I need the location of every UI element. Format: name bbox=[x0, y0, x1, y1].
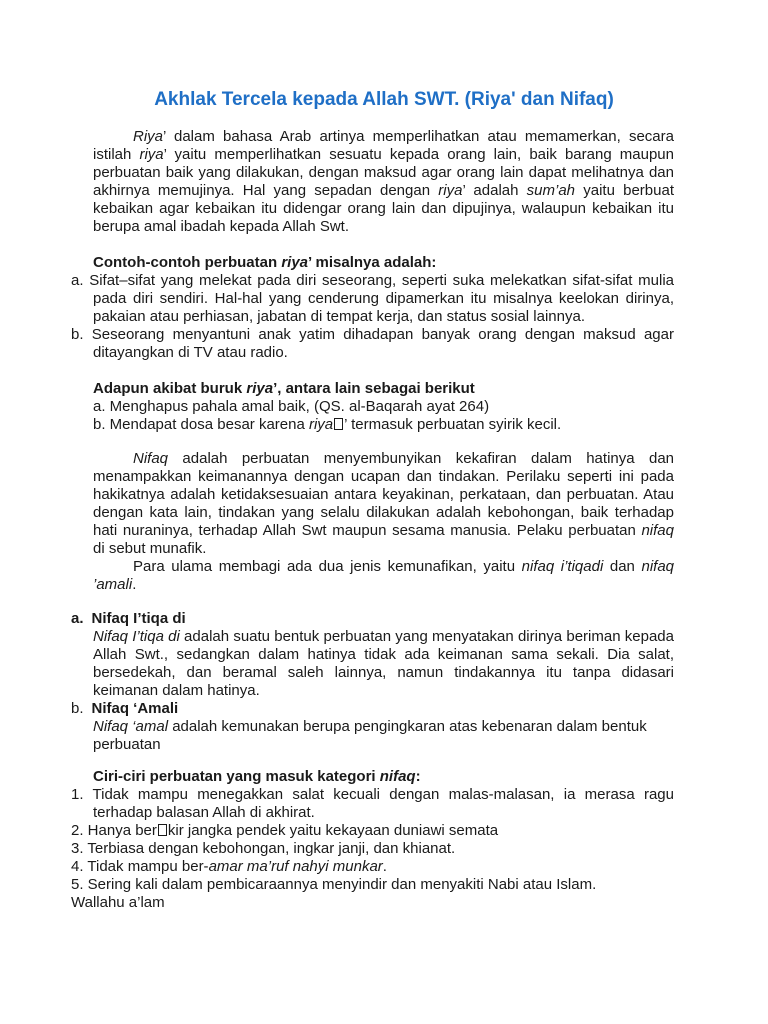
nifaq-types-text-a: Para ulama membagi ada dua jenis kemunafikan, yaitu bbox=[133, 558, 522, 575]
ciri-item-5: 5. Sering kali dalam pembicaraannya menyindir dan menyakiti Nabi atau Islam. bbox=[71, 876, 597, 893]
term-nifaq-amali: nifaq ’amali bbox=[93, 558, 675, 593]
ciri-heading-term: nifaq bbox=[379, 768, 416, 785]
contoh-item-b: b. Seseorang menyantuni anak yatim dihadapan banyak orang dengan maksud agar ditayangkan di TV atau radio. bbox=[71, 326, 674, 361]
ciri-item-1: 1. Tidak mampu menegakkan salat kecuali dengan malas-malasan, ia merasa ragu terhadap balasan Allah di akhirat. bbox=[71, 786, 674, 821]
akibat-item-b-text-2: ’ termasuk perbuatan syirik kecil. bbox=[344, 416, 562, 433]
nifaq-b-heading bbox=[71, 700, 674, 718]
nifaq-a-text: adalah suatu bentuk perbuatan yang menyatakan dirinya beriman kepada Allah Swt., sedangkan dalam hatinya tidak ada keimanan sama sekali. Dia salat, bersedekah, dan beramal saleh lainnya, namun tindakannya itu tanpa didasari keimanan dalam hatinya. bbox=[93, 628, 674, 699]
term-sumah: sum’ah bbox=[526, 182, 576, 199]
nifaq-b-paragraph bbox=[93, 718, 674, 754]
term-riya: riya bbox=[308, 416, 334, 433]
intro-text-4: yaitu berbuat kebaikan agar kebaikan itu didengar orang lain dan dipujinya, walaupun kebaikan itu berupa amal ibadah kepada Allah Swt. bbox=[93, 182, 674, 235]
ciri-item-4 bbox=[71, 858, 674, 876]
nifaq-types-text-c: . bbox=[132, 576, 137, 593]
ciri-item-2 bbox=[71, 822, 674, 840]
akibat-heading bbox=[93, 380, 674, 398]
contoh-heading bbox=[93, 254, 674, 272]
nifaq-b-text: adalah kemunakan berupa pengingkaran atas kebenaran dalam bentuk perbuatan bbox=[93, 718, 647, 753]
ciri-item-4-text-a: 4. Tidak mampu ber- bbox=[71, 858, 209, 875]
nifaq-a-label: a. bbox=[71, 610, 84, 627]
term-nifaq-itiqadi: Nifaq I’tiqa di bbox=[93, 628, 180, 645]
nifaq-text-2: di sebut munafik. bbox=[93, 540, 207, 557]
nifaq-b-title: Nifaq ‘Amali bbox=[91, 700, 179, 717]
term-nifaq-itiqadi: nifaq i’tiqadi bbox=[521, 558, 604, 575]
ciri-heading-text-b: : bbox=[415, 768, 421, 785]
ciri-item-2-text-b: kir jangka pendek yaitu kekayaan duniawi semata bbox=[167, 822, 499, 839]
intro-text-2: ’ yaitu memperlihatkan sesuatu kepada orang lain, baik barang maupun perbuatan baik yang dilakukan, dengan maksud agar orang lain dapat melihatnya dan akhirnya memujinya. Hal yang sepadan dengan bbox=[93, 146, 674, 199]
term-riya: riya bbox=[438, 182, 463, 199]
page-title: Akhlak Tercela kepada Allah SWT. (Riya' dan Nifaq) bbox=[154, 89, 614, 110]
ciri-item-2-text-a: 2. Hanya ber bbox=[71, 822, 157, 839]
term-nifaq: Nifaq bbox=[133, 450, 169, 467]
term-nifaq-amal: Nifaq ‘amal bbox=[93, 718, 169, 735]
akibat-heading-text-a: Adapun akibat buruk bbox=[93, 380, 247, 397]
akibat-item-a: a. Menghapus pahala amal baik, (QS. al-Baqarah ayat 264) bbox=[93, 398, 490, 415]
riya-definition-paragraph bbox=[93, 128, 674, 236]
nifaq-text-1: adalah perbuatan menyembunyikan kekafiran dalam hatinya dan menampakkan keimanannya dengan ucapan dan tindakan. Perilaku seperti ini pada hakikatnya adalah ketidaksesuaian antara keyakinan, perkataan, dan perbuatan. Atau dengan kata lain, tindakan yang selalu dilakukan adalah kebohongan, baik terhadap hati nuraninya, terhadap Allah Swt maupun sesama manusia. Pelaku perbuatan bbox=[93, 450, 674, 539]
term-riya: Riya bbox=[133, 128, 164, 145]
contoh-item-a: a. Sifat–sifat yang melekat pada diri seseorang, seperti suka melekatkan sifat-sifat mulia pada diri sendiri. Hal-hal yang cenderung dipamerkan itu misalnya keelokan dirinya, pakaian atau perhiasan, jabatan di tempat kerja, dan status sosial lainnya. bbox=[71, 272, 674, 325]
nifaq-a-paragraph bbox=[93, 628, 674, 700]
term-riya: riya bbox=[139, 146, 164, 163]
contoh-heading-text-a: Contoh-contoh perbuatan bbox=[93, 254, 282, 271]
akibat-item-b bbox=[93, 416, 674, 434]
contoh-heading-text-b: ’ misalnya adalah: bbox=[308, 254, 437, 271]
akibat-heading-term: riya bbox=[246, 380, 274, 397]
term-nifaq: nifaq bbox=[641, 522, 674, 539]
intro-text-1: ’ dalam bahasa Arab artinya memperlihatkan atau memamerkan, secara istilah bbox=[93, 128, 674, 163]
nifaq-a-title: Nifaq I’tiqa di bbox=[91, 610, 186, 627]
nifaq-definition-paragraph bbox=[93, 450, 674, 558]
ciri-item-3: 3. Terbiasa dengan kebohongan, ingkar janji, dan khianat. bbox=[71, 840, 456, 857]
ciri-item-4-text-b: . bbox=[382, 858, 387, 875]
closing-text: Wallahu a’lam bbox=[71, 894, 165, 911]
nifaq-a-heading bbox=[71, 610, 674, 628]
akibat-item-b-text-1: b. Mendapat dosa besar karena bbox=[93, 416, 309, 433]
nifaq-b-label: b. bbox=[71, 700, 84, 717]
ciri-heading-text-a: Ciri-ciri perbuatan yang masuk kategori bbox=[93, 768, 380, 785]
contoh-heading-term: riya bbox=[281, 254, 309, 271]
akibat-heading-text-b: ’, antara lain sebagai berikut bbox=[273, 380, 475, 397]
missing-glyph-box-icon bbox=[334, 418, 343, 430]
nifaq-types-paragraph bbox=[93, 558, 674, 594]
intro-text-3: ’ adalah bbox=[462, 182, 527, 199]
nifaq-types-text-b: dan bbox=[603, 558, 642, 575]
term-amar-maruf: amar ma’ruf nahyi munkar bbox=[208, 858, 383, 875]
ciri-heading bbox=[93, 768, 674, 786]
missing-glyph-box-icon bbox=[158, 824, 167, 836]
